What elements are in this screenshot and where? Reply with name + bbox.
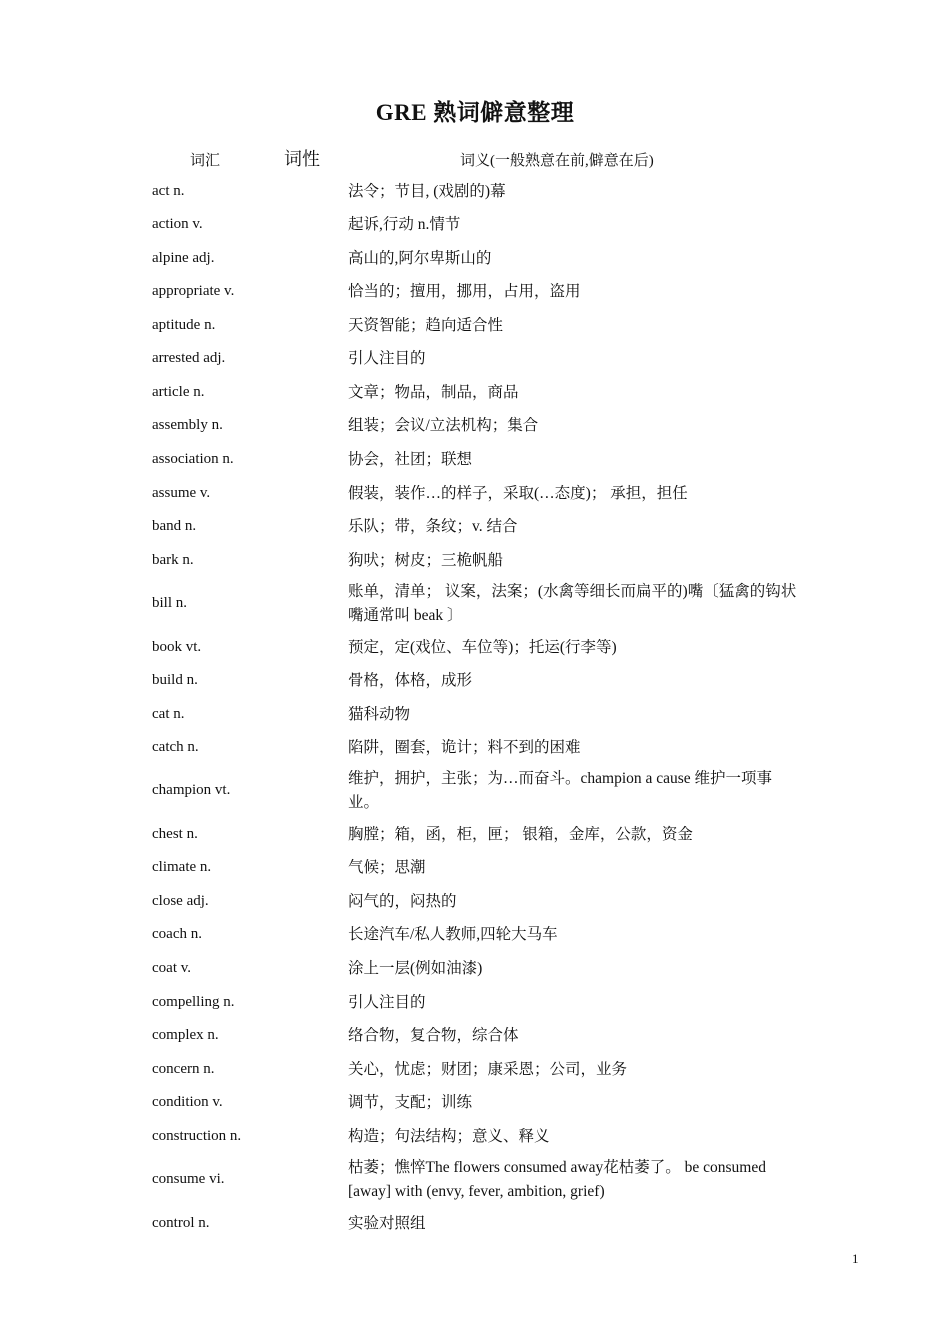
entry-word: assume v.: [152, 484, 211, 501]
entry-word: article n.: [152, 383, 205, 400]
entry-meaning: 枯萎；憔悴The flowers consumed away花枯萎了。 be consumed [away] with (envy, fever, ambition, grief): [348, 1159, 766, 1200]
entry-meaning: 气候；思潮: [348, 859, 426, 876]
table-row: [0, 543, 950, 577]
entry-meaning: 长途汽车/私人教师,四轮大马车: [348, 926, 558, 943]
table-row: [0, 1052, 950, 1086]
table-row: [0, 817, 950, 851]
entry-meaning: 高山的,阿尔卑斯山的: [348, 249, 492, 267]
entry-word: action v.: [152, 216, 203, 232]
entry-word: climate n.: [152, 859, 212, 875]
entry-meaning: 协会，社团；联想: [348, 450, 473, 468]
table-row: [0, 241, 950, 275]
entry-word: complex n.: [152, 1027, 219, 1043]
table-row: [0, 409, 950, 442]
entry-word: appropriate v.: [152, 283, 235, 299]
table-row: [0, 630, 950, 664]
table-row: [0, 697, 950, 731]
table-row: [0, 1019, 950, 1052]
entry-word: compelling n.: [152, 993, 235, 1010]
entry-word: association n.: [152, 450, 234, 467]
entry-word: chest n.: [152, 825, 198, 842]
table-row: [0, 308, 950, 342]
entry-meaning: 账单，清单； 议案，法案；(水禽等细长而扁平的)嘴〔猛禽的钩状嘴通常叫 beak 〕: [348, 583, 797, 624]
page-number: 1: [852, 1251, 859, 1266]
table-row: [0, 577, 950, 630]
entry-meaning: 组装；会议/立法机构；集合: [348, 417, 539, 434]
table-row: [0, 342, 950, 375]
table-row: [0, 985, 950, 1019]
table-row: [0, 764, 950, 817]
entry-meaning: 涂上一层(例如油漆): [348, 959, 483, 977]
entry-meaning: 关心，忧虑；财团；康采恩；公司，业务: [348, 1060, 628, 1078]
table-row: [0, 918, 950, 951]
table-row: [0, 375, 950, 409]
entry-word: bark n.: [152, 551, 194, 568]
entry-word: control n.: [152, 1214, 210, 1231]
table-row: [0, 275, 950, 308]
table-row: [0, 884, 950, 918]
table-row: [0, 208, 950, 241]
entry-meaning: 天资智能；趋向适合性: [348, 316, 504, 334]
entry-meaning: 狗吠；树皮；三桅帆船: [348, 551, 504, 569]
entry-meaning: 恰当的；擅用，挪用，占用，盗用: [348, 283, 581, 300]
entry-meaning: 法令；节目, (戏剧的)幕: [348, 182, 506, 200]
entry-word: coach n.: [152, 926, 202, 942]
entry-meaning: 陷阱，圈套，诡计；料不到的困难: [348, 739, 581, 756]
entry-meaning: 维护，拥护，主张；为…而奋斗。champion a cause 维护一项事业。: [348, 770, 773, 811]
entry-word: build n.: [152, 672, 198, 688]
table-row: [0, 731, 950, 764]
vocabulary-table: [0, 174, 950, 1240]
entry-word: condition v.: [152, 1094, 223, 1110]
entry-word: construction n.: [152, 1127, 242, 1144]
entry-meaning: 乐队；带，条纹；v. 结合: [348, 518, 518, 535]
entry-word: assembly n.: [152, 417, 223, 433]
header-pos: 词性: [284, 149, 320, 169]
entry-word: book vt.: [152, 638, 202, 655]
table-row: [0, 951, 950, 985]
table-row: [0, 1119, 950, 1153]
entry-meaning: 文章；物品，制品，商品: [348, 383, 519, 401]
entry-meaning: 调节，支配；训练: [348, 1094, 473, 1111]
entry-meaning: 骨格，体格，成形: [348, 672, 473, 689]
entry-meaning: 实验对照组: [348, 1214, 426, 1232]
entry-word: coat v.: [152, 959, 192, 976]
entry-word: close adj.: [152, 892, 209, 909]
entry-meaning: 起诉,行动 n.情节: [348, 216, 461, 233]
entry-meaning: 闷气的，闷热的: [348, 892, 457, 910]
entry-meaning: 预定，定(戏位、车位等)；托运(行李等): [348, 638, 617, 656]
entry-word: cat n.: [152, 705, 185, 722]
header-word: 词汇: [190, 153, 221, 169]
entry-word: act n.: [152, 182, 185, 199]
entry-meaning: 构造；句法结构；意义、释义: [348, 1127, 550, 1145]
entry-word: alpine adj.: [152, 249, 215, 266]
entry-word: bill n.: [152, 595, 188, 611]
table-row: [0, 664, 950, 697]
entry-word: consume vi.: [152, 1171, 225, 1187]
table-row: [0, 1086, 950, 1119]
entry-meaning: 引人注目的: [348, 350, 426, 367]
entry-meaning: 络合物，复合物，综合体: [348, 1027, 519, 1044]
entry-word: concern n.: [152, 1060, 215, 1077]
table-row: [0, 1206, 950, 1240]
table-row: [0, 510, 950, 543]
entry-meaning: 猫科动物: [348, 705, 411, 723]
header-meaning: 词义(一般熟意在前,僻意在后): [460, 153, 654, 169]
entry-meaning: 假装，装作…的样子，采取(…态度)； 承担，担任: [348, 484, 688, 502]
entry-word: arrested adj.: [152, 350, 226, 366]
table-row: [0, 174, 950, 208]
table-row: [0, 442, 950, 476]
table-row: [0, 851, 950, 884]
entry-word: band n.: [152, 518, 197, 534]
table-row: [0, 1153, 950, 1206]
entry-word: catch n.: [152, 739, 199, 755]
entry-word: champion vt.: [152, 782, 231, 798]
entry-meaning: 引人注目的: [348, 993, 426, 1011]
entry-word: aptitude n.: [152, 316, 216, 333]
document-title: GRE 熟词僻意整理: [375, 100, 575, 125]
entry-meaning: 胸膛；箱，函，柜，匣； 银箱，金库，公款，资金: [348, 825, 693, 843]
table-row: [0, 476, 950, 510]
